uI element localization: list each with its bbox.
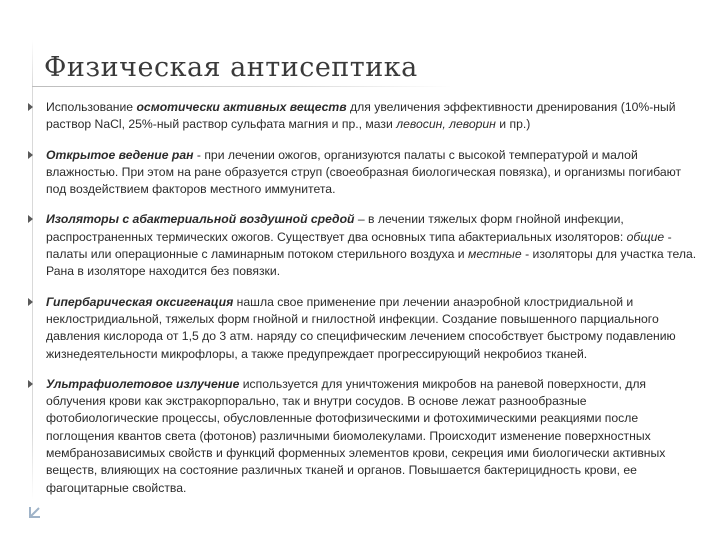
bullet-item-isolators: [28, 211, 700, 280]
text-run: - палаты или операционные с ламинарным потоком стерильного воздуха и: [46, 229, 672, 262]
text-run: используется для уничтожения микробов на раневой поверхности, для облучения крови как экстракорпорально, так и внутри сосудов. В основе лежат разнообразные фотобиологические процессы, обусловленные фотофизическими и фотохимическими реакциями после поглощения квантов света (фотонов) различными биомолекулами. Происходит изменение поверхностных мембранозависимых свойств и функций форменных элементов крови, секреция ими биологически активных веществ, влияющих на состояние различных тканей и органов. Повышается бактерицидность крови, ее фагоцитарные свойства.: [46, 376, 666, 495]
bullet-arrow-icon: [28, 380, 33, 388]
term-hyperbaric: Гипербарическая оксигенация: [46, 294, 234, 309]
term-isolators: Изоляторы с абактериальной воздушной средой: [46, 212, 355, 227]
bullet-text: [46, 295, 676, 361]
bullet-text: [46, 100, 676, 131]
bullet-arrow-icon: [28, 103, 33, 111]
bullet-arrow-icon: [28, 215, 33, 223]
bullet-text: [46, 148, 681, 197]
bullet-item-osmotic: [28, 99, 700, 134]
text-run: - изоляторы для участка тела. Рана в изоляторе находится без повязки.: [46, 247, 697, 279]
italic-run: местные: [467, 247, 522, 262]
bullet-text: [46, 212, 696, 278]
text-run: - при лечении ожогов, организуются палаты с высокой температурой и малой влажностью. При этом на ране образуется струп (своеобразная биологическая повязка), и организмы погибают под воздействием факторов местного иммунитета.: [46, 147, 682, 197]
italic-run: общие: [626, 229, 665, 244]
text-run: Использование: [46, 100, 137, 114]
bullet-arrow-icon: [28, 298, 33, 306]
text-run: для увеличения эффективности дренирования (10%-ный раствор NaCl, 25%-ный раствор сульфата магния и пр., мази: [46, 100, 676, 132]
term-osmotic: осмотически активных веществ: [136, 100, 347, 114]
term-ultraviolet: Ультрафиолетовое излучение: [46, 376, 240, 391]
text-run: – в лечении тяжелых форм гнойной инфекции, распространенных термических ожогов. Существует два основных типа абактериальных изоляторов:: [46, 212, 627, 244]
bullet-item-ultraviolet: [28, 376, 700, 497]
text-run: и пр.): [495, 117, 531, 132]
bullet-arrow-icon: [28, 151, 33, 159]
italic-run: левосин, леворин: [396, 117, 496, 132]
title-underline: [32, 86, 452, 87]
bullet-item-hyperbaric: [28, 294, 700, 363]
bullet-list: [28, 99, 700, 497]
bullet-text: [46, 377, 665, 495]
slide-title: Физическая антисептика: [44, 52, 418, 83]
bullet-item-open-wound: [28, 147, 700, 199]
text-run: нашла свое применение при лечении анаэробной клостридиальной и неклостридиальной, тяжелых форм гнойной и гнилостной инфекции. Создание повышенного парциального давления кислорода от 1,5 до 3 атм. наряду со специфическим лечением способствует быстрому подавлению жизнедеятельности микрофлоры, а также предупреждает прогрессирующий некробиоз тканей.: [46, 294, 676, 361]
corner-arrow-icon: [28, 505, 42, 519]
term-open-wound: Открытое ведение ран: [46, 147, 194, 162]
